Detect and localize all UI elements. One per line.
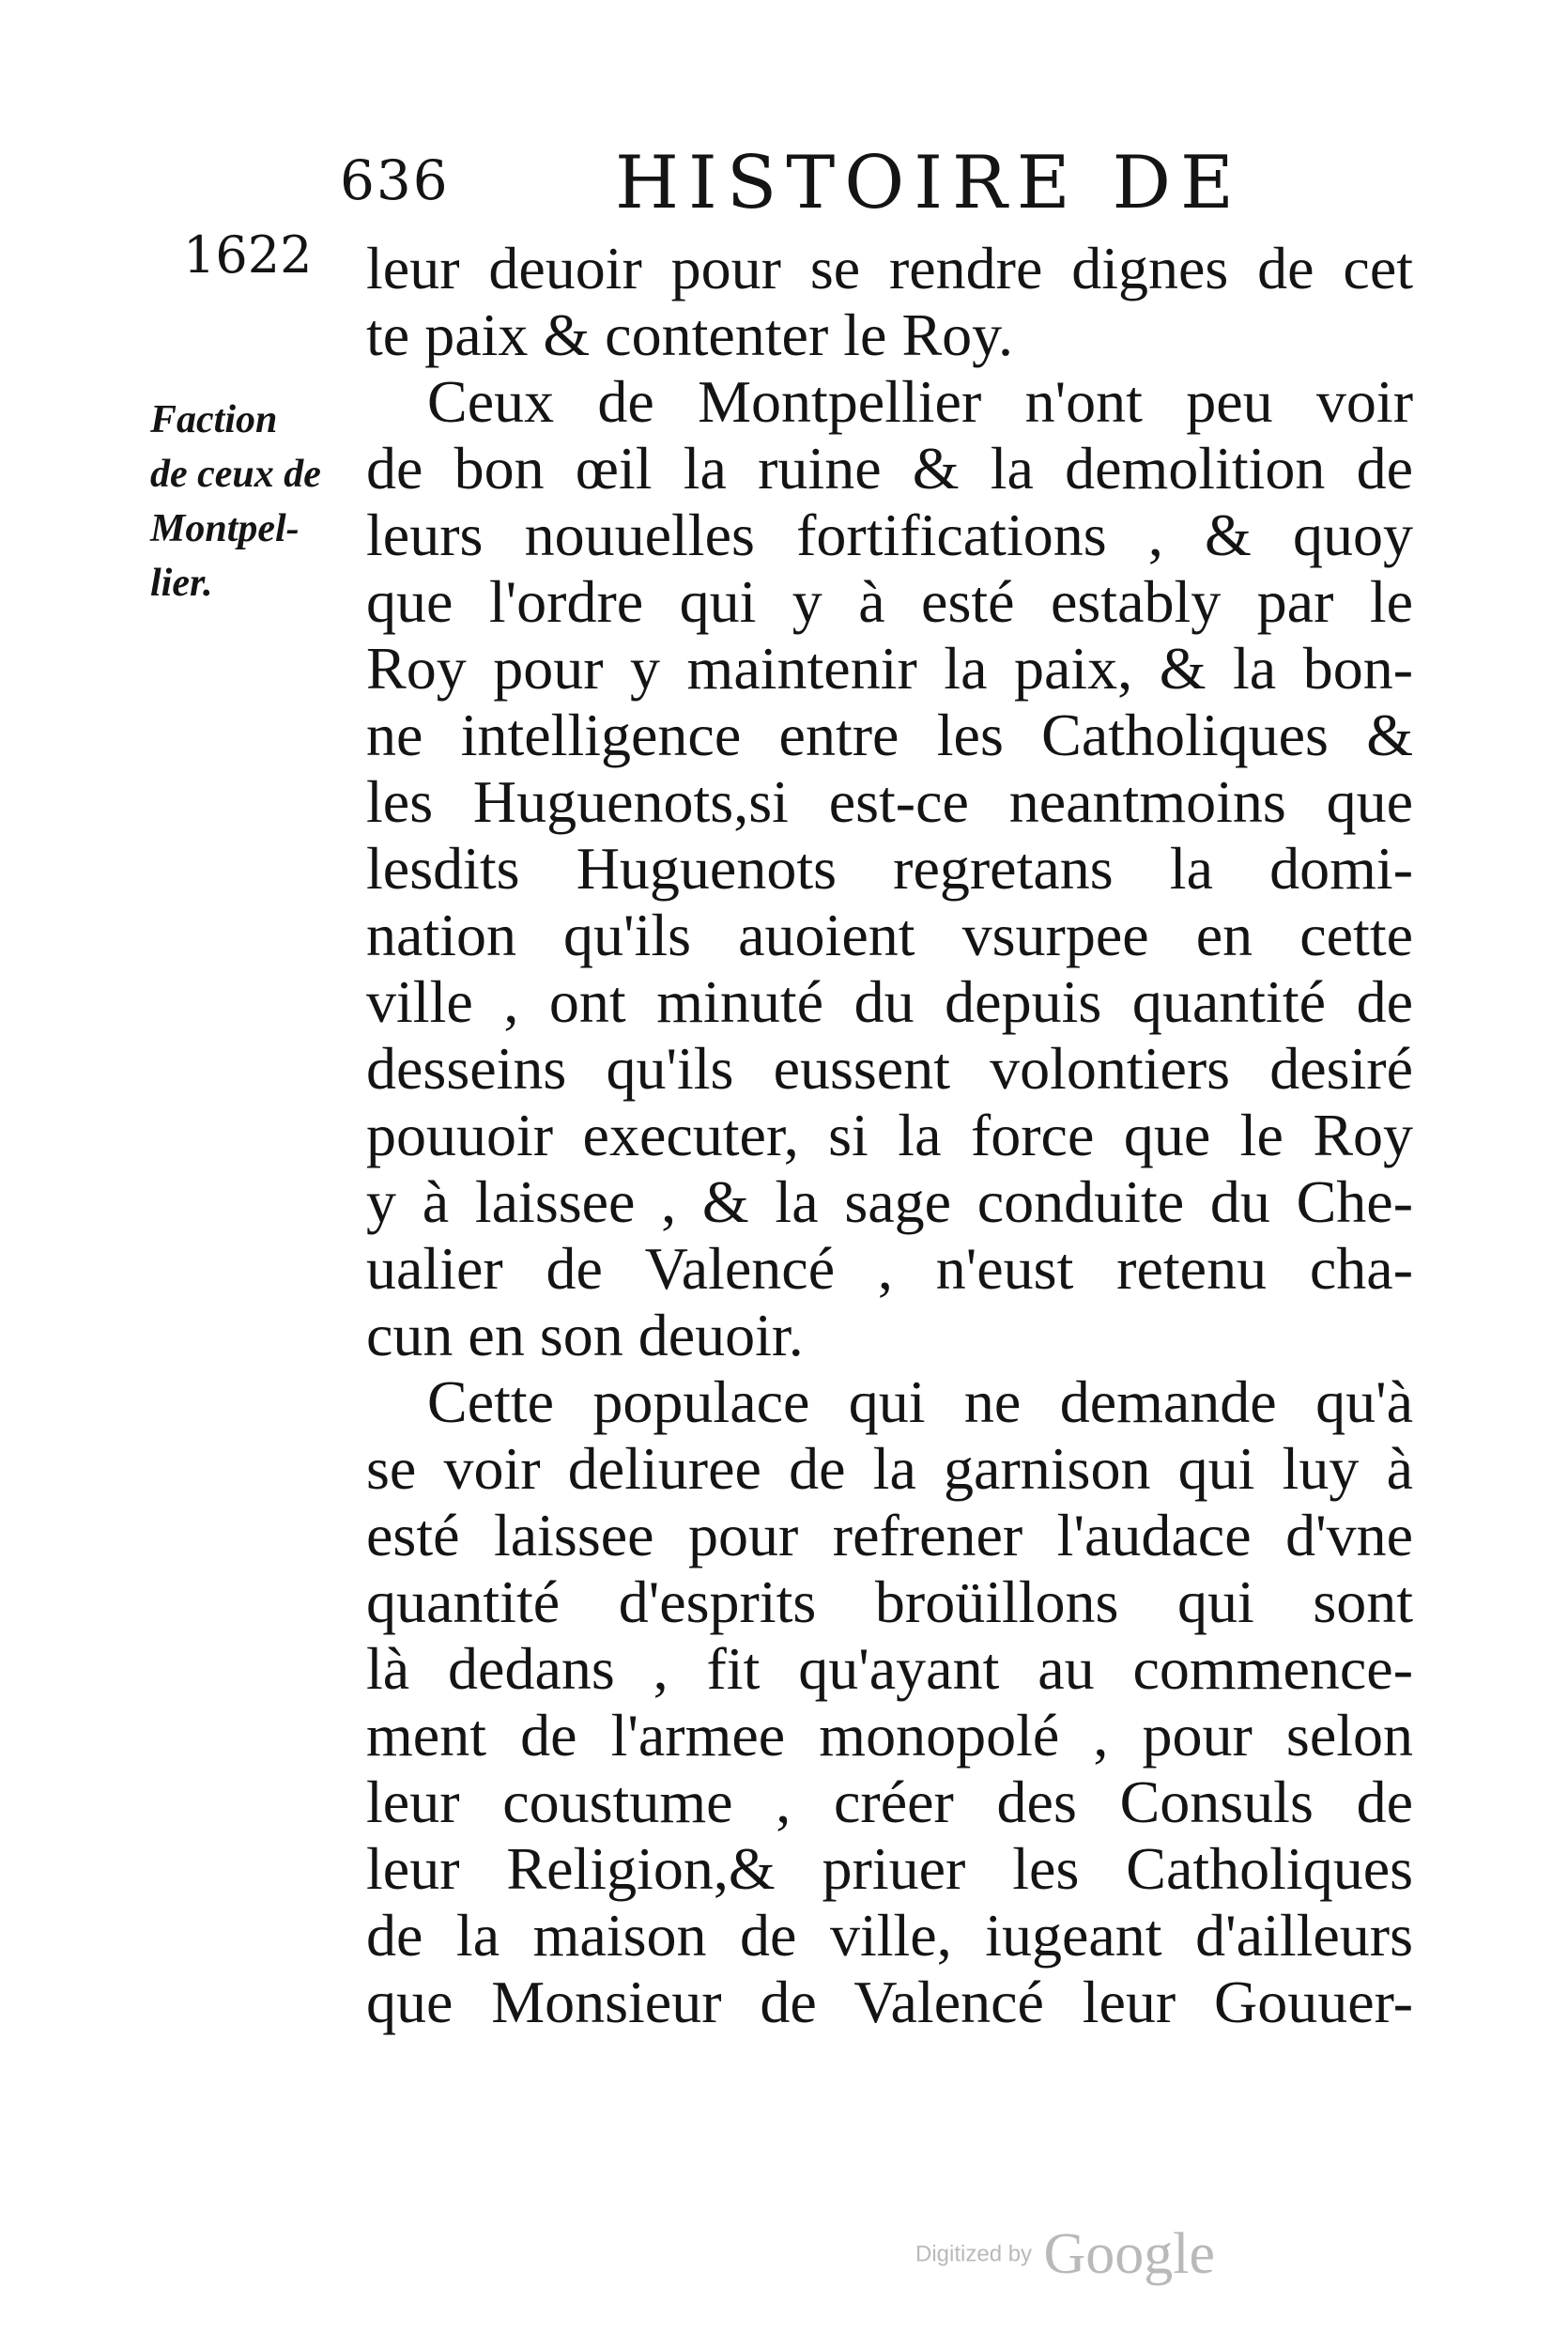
watermark-prefix: Digitized by xyxy=(915,2241,1033,2267)
text-line: quantité d'esprits broüillons qui sont xyxy=(366,1568,1413,1635)
text-line: ne intelligence entre les Catholiques & xyxy=(366,702,1413,768)
text-line: pouuoir executer, si la force que le Roy xyxy=(366,1102,1413,1168)
text-line: les Huguenots,si est-ce neantmoins que xyxy=(366,768,1413,835)
text-line: esté laissee pour refrener l'audace d'vne xyxy=(366,1502,1413,1568)
text-line: leur Religion,& priuer les Catholiques xyxy=(366,1835,1413,1902)
text-line: Roy pour y maintenir la paix, & la bon- xyxy=(366,635,1413,702)
body-text xyxy=(366,235,1413,2035)
digitized-by-google-watermark xyxy=(915,2221,1215,2288)
margin-note-line: lier. xyxy=(150,562,213,605)
margin-year: 1622 xyxy=(183,225,313,285)
text-line: leur coustume , créer des Consuls de xyxy=(366,1769,1413,1835)
text-line: se voir deliuree de la garnison qui luy à xyxy=(366,1435,1413,1502)
text-line: que Monsieur de Valencé leur Gouuer- xyxy=(366,1969,1413,2035)
page-number: 636 xyxy=(340,148,450,212)
margin-note-line: Faction xyxy=(150,398,278,441)
text-line: que l'ordre qui y à esté estably par le xyxy=(366,568,1413,635)
text-line: y à laissee , & la sage conduite du Che- xyxy=(366,1168,1413,1235)
running-title: HISTOIRE DE xyxy=(615,141,1243,225)
text-line: ment de l'armee monopolé , pour selon xyxy=(366,1702,1413,1769)
text-line: de bon œil la ruine & la demolition de xyxy=(366,435,1413,502)
margin-note-line: Montpel- xyxy=(150,507,300,550)
text-line: là dedans , fit qu'ayant au commence- xyxy=(366,1635,1413,1702)
text-line: leur deuoir pour se rendre dignes de cet xyxy=(366,235,1413,301)
text-line: lesdits Huguenots regretans la domi- xyxy=(366,835,1413,902)
text-line: ville , ont minuté du depuis quantité de xyxy=(366,968,1413,1035)
text-line: Cette populace qui ne demande qu'à xyxy=(427,1368,1413,1435)
text-line: te paix & contenter le Roy. xyxy=(366,301,1013,368)
text-line: nation qu'ils auoient vsurpee en cette xyxy=(366,902,1413,968)
text-line: cun en son deuoir. xyxy=(366,1302,804,1368)
text-line: desseins qu'ils eussent volontiers desiré xyxy=(366,1035,1413,1102)
google-logo: Google xyxy=(1043,2222,1216,2286)
text-line: leurs nouuelles fortifications , & quoy xyxy=(366,502,1413,568)
text-line: ualier de Valencé , n'eust retenu cha- xyxy=(366,1235,1413,1302)
margin-note xyxy=(150,393,366,610)
margin-note-line: de ceux de xyxy=(150,453,321,496)
text-line: Ceux de Montpellier n'ont peu voir xyxy=(427,368,1413,435)
text-line: de la maison de ville, iugeant d'ailleurs xyxy=(366,1902,1413,1969)
